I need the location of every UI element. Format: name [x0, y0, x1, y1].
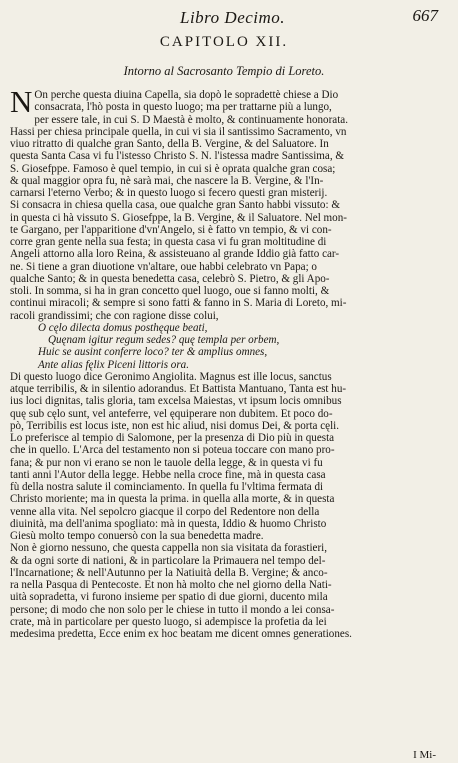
p1-line: & qual maggior opra fu, nè sarà mai, che nascere la B. Vergine, & l'In- — [10, 174, 324, 187]
paragraph-3 — [10, 542, 438, 640]
p1-line: Si consacra in chiesa quella casa, oue qualche gran Santo habbi vissuto: & — [10, 199, 340, 212]
p1-line: Angeli attorno alla loro Reina, & assisteuano al grande Iddio già fatto car- — [10, 248, 340, 261]
p1-line: qualche Santo; & in questa benedetta casa, celebrò S. Pietro, & gli Apo- — [10, 272, 330, 285]
p2-line: ius loci dignitas, talis gloria, tam excelsa Maiestas, vt ipsum locis omnibus — [10, 395, 342, 408]
p3-line: uità sopradetta, vi furono insieme per spatio di due giorni, ducento mila — [10, 591, 328, 604]
catchword: I Mi- — [413, 749, 436, 761]
p1-line: questa Santa Casa vi fu l'istesso Christo S. N. l'istessa madre Santissima, & — [10, 150, 345, 163]
p2-line: atque terribilis, & in silentio adorandus. Et Battista Mantuano, Tanta est hu- — [10, 383, 347, 395]
page-header — [10, 6, 438, 30]
p1-line: Hassi per chiesa principale quella, in cui vi sia il santissimo Sacramento, vn — [10, 125, 347, 138]
chapter-subtitle: Intorno al Sacrosanto Tempio di Loreto. — [123, 64, 325, 78]
chapter-title: CAPITOLO XII. — [159, 34, 289, 50]
p1-line: consacrata, l'hò posta in questo luogo; ma per trattarne più a lungo, — [34, 101, 332, 114]
verse-block — [10, 322, 438, 371]
running-title: Libro Decimo. — [180, 8, 286, 27]
paragraph-1 — [10, 84, 438, 322]
p2-line: quę sub cęlo sunt, vel anteferre, vel ęquiperare non dubitem. Et poco do- — [10, 407, 333, 420]
p1-line: per essere tale, in cui S. D Maestà è molto, & continuamente honorata. — [34, 113, 349, 126]
p1-line: S. Giosefppe. Famoso è quel tempio, in cui si è oprata qualche gran cosa; — [10, 162, 336, 175]
p1-line: ne. Si tiene a gran diuotione vn'altare, oue habbi celebrato vn Papa; o — [10, 260, 317, 273]
p2-line: venne alla vita. Nel sepolcro giacque il corpo del Redentore non della — [10, 505, 320, 518]
p1-line: racoli grandissimi; che con ragione disse colui, — [10, 309, 219, 322]
p3-line: persone; di modo che non solo per le chiese in tutto il mondo a lei consa- — [10, 603, 335, 616]
verses-line: Ante alias fęlix Piceni littoris ora. — [38, 358, 189, 371]
p1-line: viuo ritratto di qualche gran Santo, della B. Vergine, & del Saluatore. In — [10, 138, 329, 150]
p1-line: stoli. In somma, si ha in gran concetto quel luogo, oue si fanno molti, & — [10, 285, 330, 297]
page-body — [10, 84, 438, 640]
p1-line: carnarsi l'eterno Verbo; & in questo luogo si fecero questi gran misterij. — [10, 187, 328, 199]
paragraph-2 — [10, 371, 438, 543]
p2-line: fù della nostra salute il cominciamento. In quella fu l'vltima fermata di — [10, 481, 324, 493]
p1-line: corre gran gente nella sua festa; in questa casa vi fu gran moltitudine di — [10, 236, 327, 248]
p2-line: fana; & pur non vi erano se non le tauole della legge, & in questa vi fu — [10, 456, 323, 469]
p1-line: On perche questa diuina Capella, sia dopò le sopradettè chiese a Dio — [34, 89, 339, 101]
verses-line: O cęlo dilecta domus posthęque beati, — [38, 321, 208, 334]
p1-line: continui miracoli; & sempre si sono fatti & fanno in S. Maria di Loreto, mi- — [10, 297, 347, 310]
verses-line: Huic se ausint conferre loco? ter & amplius omnes, — [38, 346, 268, 359]
p2-line: Di questo luogo dice Geronimo Angiolita. Magnus est ille locus, sanctus — [10, 370, 332, 383]
p3-line: l'Incarnatione; & nell'Autunno per la Natiuità della B. Vergine; & anco- — [10, 566, 328, 579]
p1-line: in questa ci hà vissuto S. Giosefppe, la B. Vergine, & il Saluatore. Nel mon- — [10, 211, 347, 224]
p2-line: Christo moriente; ma in questa la prima. in quella alla morte, & in questa — [10, 493, 335, 506]
p2-line: che in quello. L'Arca del testamento non si poteua toccare con mano pro- — [10, 444, 335, 457]
p2-line: Lo preferisce al tempio di Salomone, per la presenza di Dio più in questa — [10, 432, 335, 444]
drop-cap: N — [10, 84, 33, 119]
p3-line: medesima predetta, Ecce enim ex hoc beatam me dicent omnes generationes. — [10, 628, 352, 640]
p2-line: pò, Terribilis est locus iste, non est hic aliud, nisi domus Dei, & porta cęli. — [10, 419, 340, 432]
p2-line: tanti anni l'Autor della legge. Hebbe nella croce fine, mà in questa casa — [10, 468, 326, 481]
p1-line: te Gargano, per l'apparitione d'vn'Angelo, si è fatto vn tempio, & vi con- — [10, 223, 332, 236]
page-number: 667 — [412, 6, 438, 25]
p3-line: & da ogni sorte di nationi, & in particolare la Primauera nel tempo del- — [10, 554, 326, 567]
p3-line: crate, mà in particolare per questo luogo, si adempisce la profetia da lei — [10, 615, 327, 628]
p3-line: ra nella Pasqua di Pentecoste. Et non hà molto che nel giorno della Nati- — [10, 579, 332, 591]
p2-line: diuinità, ma dell'anima spogliato: mà in questa, Iddio & huomo Christo — [10, 517, 327, 530]
verses-line: Quęnam igitur regum sedes? quę templa per orbem, — [48, 334, 280, 346]
p3-line: Non è giorno nessuno, che questa cappella non sia visitata da forastieri, — [10, 542, 328, 555]
p2-line: Giesù molto tempo conuersò con la sua benedetta madre. — [10, 530, 264, 542]
